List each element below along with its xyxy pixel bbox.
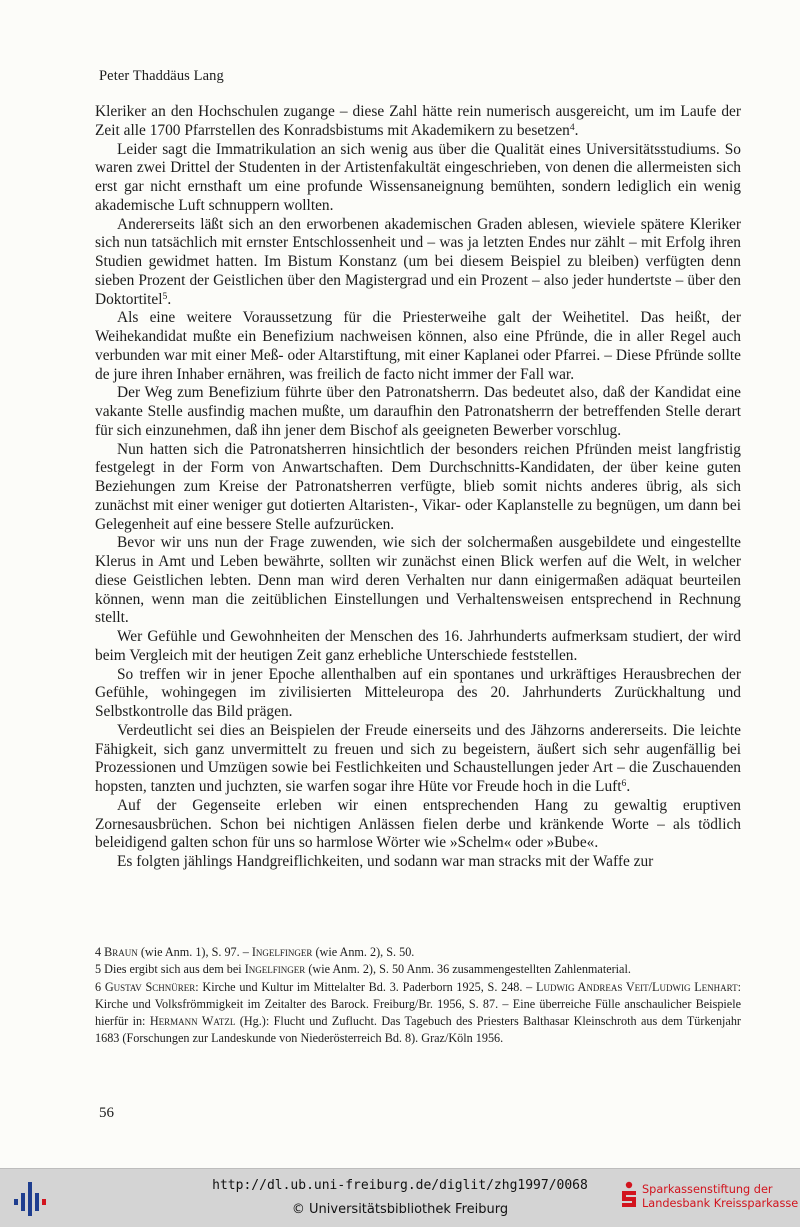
paragraph: Verdeutlicht sei dies an Beispielen der Freude einerseits und des Jähzorns andererseits. Die leichte Fähigkeit, sich ganz unvermittelt zu freuen und sich zu begeistern, äußert sich sehr augenfällig bei Prozessionen und Umzügen sowie bei Festlichkeiten und Schaustellungen jeder Art – die Zuschauenden hopsten, tanzten und juchzten, sie warfen sogar ihre Hüte vor Freude hoch in die Luft$^6$. bbox=[95, 721, 741, 795]
paragraph: Bevor wir uns nun der Frage zuwenden, wie sich der solchermaßen ausgebildete und eingestellte Klerus in Amt und Leben bewährte, sollten wir zunächst einen Blick werfen auf die Welt, in welcher diese Geistlichen lebten. Denn man wird deren Verhalten nur dann einigermaßen adäquat beurteilen können, wenn man die zeitüblichen Einstellungen und Verhaltensweisen entsprechend in Rechnung stellt. bbox=[95, 534, 741, 627]
footnote-ref[interactable]: 5 bbox=[162, 290, 168, 302]
sparkasse-logo-icon bbox=[620, 1181, 638, 1211]
paragraph: Kleriker an den Hochschulen zugange – diese Zahl hätte rein numerisch ausgereicht, um im Laufe der Zeit alle 1700 Pfarrstellen des Konradsbistums mit Akademikern zu besetzen$^4$. bbox=[95, 103, 741, 139]
body-text bbox=[95, 103, 741, 872]
paragraph: Der Weg zum Benefizium führte über den Patronatsherrn. Das bedeutet also, daß der Kandidat eine vakante Stelle ausfindig machen mußte, um daraufhin den Patronatsherrn der betreffenden Stelle derart für sich einzunehmen, daß ihn jener dem Bischof als geeigneten Bewerber vorschlug. bbox=[95, 384, 741, 439]
running-header: Peter Thaddäus Lang bbox=[99, 68, 224, 84]
paragraph: Nun hatten sich die Patronatsherren hinsichtlich der besonders reichen Pfründen meist langfristig festgelegt in der Form von Anwartschaften. Dem Durchschnitts-Kandidaten, der über keine guten Beziehungen zum Kreise der Patronatsherren verfügte, blieb somit nichts anderes übrig, als sich zunächst mit einer weniger gut dotierten Altaristen-, Vikar- oder Kaplanstelle zu begnügen, um dann bei Gelegenheit auf eine bessere Stelle aufzurücken. bbox=[95, 440, 741, 533]
footnote: 5 Dies ergibt sich aus dem bei Ingelfinger (wie Anm. 2), S. 50 Anm. 36 zusammengestellten Zahlenmaterial. bbox=[95, 962, 631, 977]
paragraph: Als eine weitere Voraussetzung für die Priesterweihe galt der Weihetitel. Das heißt, der Weihekandidat mußte ein Benefizium nachweisen können, also eine Pfründe, die in aller Regel auch verbunden war mit einer Meß- oder Altarstiftung, mit einer Kaplanei oder Pfarrei. – Diese Pfründe sollte de jure ihren Inhaber ernähren, was freilich de facto nicht immer der Fall war. bbox=[95, 309, 741, 383]
copyright-notice: © Universitätsbibliothek Freiburg bbox=[291, 1202, 509, 1217]
sponsor-logo[interactable] bbox=[620, 1181, 798, 1217]
footnote-ref[interactable]: 6 bbox=[621, 777, 627, 789]
paragraph: Leider sagt die Immatrikulation an sich wenig aus über die Qualität eines Universitätsstudiums. So waren zwei Drittel der Studenten in der Artistenfakultät eingeschrieben, von denen die allermeisten sich erst gar nicht ernsthaft um eine profunde Wissensaneignung bemühten, sondern lediglich ein wenig akademische Luft schnuppern wollten. bbox=[95, 140, 741, 214]
sponsor-text: Sparkassenstiftung der Landesbank Kreissparkasse bbox=[642, 1183, 799, 1210]
paragraph: Wer Gefühle und Gewohnheiten der Menschen des 16. Jahrhunderts aufmerksam studiert, der wird beim Vergleich mit der heutigen Zeit ganz erhebliche Unterschiede feststellen. bbox=[95, 628, 741, 664]
page-number: 56 bbox=[99, 1105, 114, 1121]
footnote: 4 Braun (wie Anm. 1), S. 97. – Ingelfinger (wie Anm. 2), S. 50. bbox=[95, 945, 415, 959]
viewer-footer bbox=[0, 1168, 800, 1227]
paragraph: Es folgten jählings Handgreiflichkeiten, und sodann war man stracks mit der Waffe zur bbox=[117, 853, 654, 870]
paragraph: Auf der Gegenseite erleben wir einen entsprechenden Hang zu gewaltig eruptiven Zornesausbrüchen. Schon bei nichtigen Anlässen fielen derbe und kränkende Worte – als tödlich beleidigend galten schon für uns so harmlose Wörter wie »Schelm« oder »Bube«. bbox=[95, 796, 741, 852]
paragraph: Andererseits läßt sich an den erworbenen akademischen Graden ablesen, wieviele spätere Kleriker sich nun tatsächlich mit ernster Entschlossenheit und – was ja letzten Endes nur zählt – mit Erfolg ihren Studien gewidmet hatten. Im Bistum Konstanz (um bei diesem Beispiel zu bleiben) verfügten denn sieben Prozent der Geistlichen über den Magistergrad und ein Prozent – also jeder hundertste – über den Doktortitel$^5$. bbox=[95, 215, 741, 308]
footnotes bbox=[95, 944, 741, 1048]
footnote: 6 Gustav Schnürer: Kirche und Kultur im Mittelalter Bd. 3. Paderborn 1925, S. 248. – Ludwig Andreas Veit/Ludwig Lenhart: Kirche und Volksfrömmigkeit im Zeitalter des Barock. Freiburg/Br. 1956, S. 87. – Eine überreiche Fülle anschaulicher Beispiele hierfür in: Hermann Watzl (Hg.): Flucht und Zuflucht. Das Tagebuch des Priesters Balthasar Kleinschroth aus dem Türkenjahr 1683 (Forschungen zur Landeskunde von Niederösterreich Bd. 8). Graz/Köln 1956. bbox=[95, 979, 742, 1046]
footnote-ref[interactable]: 4 bbox=[569, 121, 575, 133]
paragraph: So treffen wir in jener Epoche allenthalben auf ein spontanes und urkräftiges Herausbrechen der Gefühle, wohingegen im zivilisierten Mitteleuropa des 20. Jahrhunderts Zurückhaltung und Selbstkontrolle das Bild prägen. bbox=[95, 665, 741, 720]
document-url-link[interactable]: http://dl.ub.uni-freiburg.de/diglit/zhg1997/0068 bbox=[212, 1178, 588, 1193]
